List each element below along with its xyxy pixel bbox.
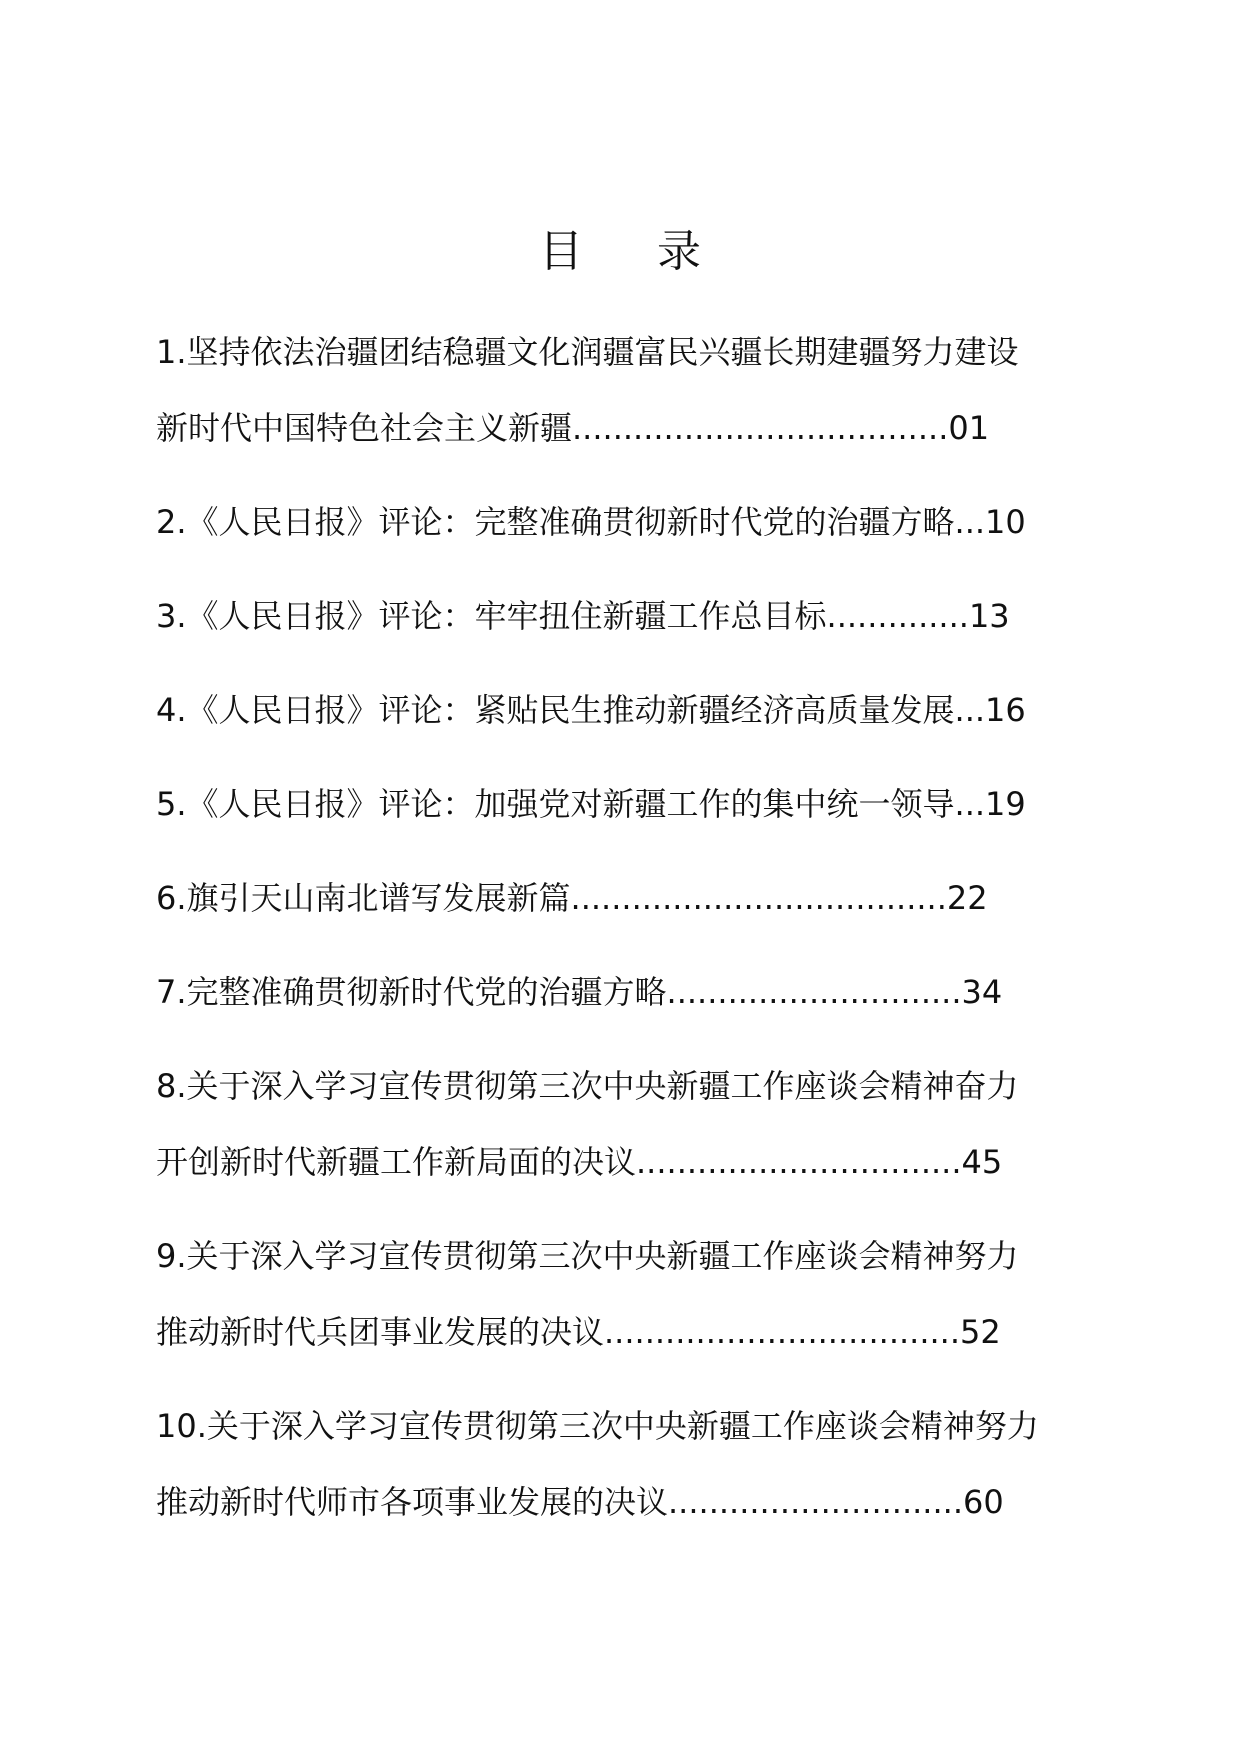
page-title: 目 录 bbox=[539, 226, 731, 277]
toc-entry-1-line-1[interactable]: 1.坚持依法治疆团结稳疆文化润疆富民兴疆长期建疆努力建设 bbox=[156, 333, 1019, 371]
toc-entry-8-line-1[interactable]: 8.关于深入学习宣传贯彻第三次中央新疆工作座谈会精神奋力 bbox=[156, 1067, 1019, 1105]
toc-entry-8-line-2[interactable]: 开创新时代新疆工作新局面的决议................................45 bbox=[156, 1143, 1003, 1181]
toc-entry-10-line-1[interactable]: 10.关于深入学习宣传贯彻第三次中央新疆工作座谈会精神努力 bbox=[156, 1407, 1039, 1445]
toc-entry-3[interactable]: 3.《人民日报》评论：牢牢扭住新疆工作总目标..............13 bbox=[156, 597, 1010, 635]
toc-entry-10-line-2[interactable]: 推动新时代师市各项事业发展的决议.............................60 bbox=[156, 1483, 1004, 1521]
toc-entry-1-line-2[interactable]: 新时代中国特色社会主义新疆.....................................01 bbox=[156, 409, 990, 447]
toc-entry-9-line-2[interactable]: 推动新时代兵团事业发展的决议...................................52 bbox=[156, 1313, 1001, 1351]
toc-entry-5[interactable]: 5.《人民日报》评论：加强党对新疆工作的集中统一领导...19 bbox=[156, 785, 1026, 823]
toc-entry-7[interactable]: 7.完整准确贯彻新时代党的治疆方略.............................34 bbox=[156, 973, 1003, 1011]
toc-entry-9-line-1[interactable]: 9.关于深入学习宣传贯彻第三次中央新疆工作座谈会精神努力 bbox=[156, 1237, 1019, 1275]
toc-entry-2[interactable]: 2.《人民日报》评论：完整准确贯彻新时代党的治疆方略...10 bbox=[156, 503, 1026, 541]
toc-entry-4[interactable]: 4.《人民日报》评论：紧贴民生推动新疆经济高质量发展...16 bbox=[156, 691, 1026, 729]
toc-entry-6[interactable]: 6.旗引天山南北谱写发展新篇.....................................22 bbox=[156, 879, 988, 917]
